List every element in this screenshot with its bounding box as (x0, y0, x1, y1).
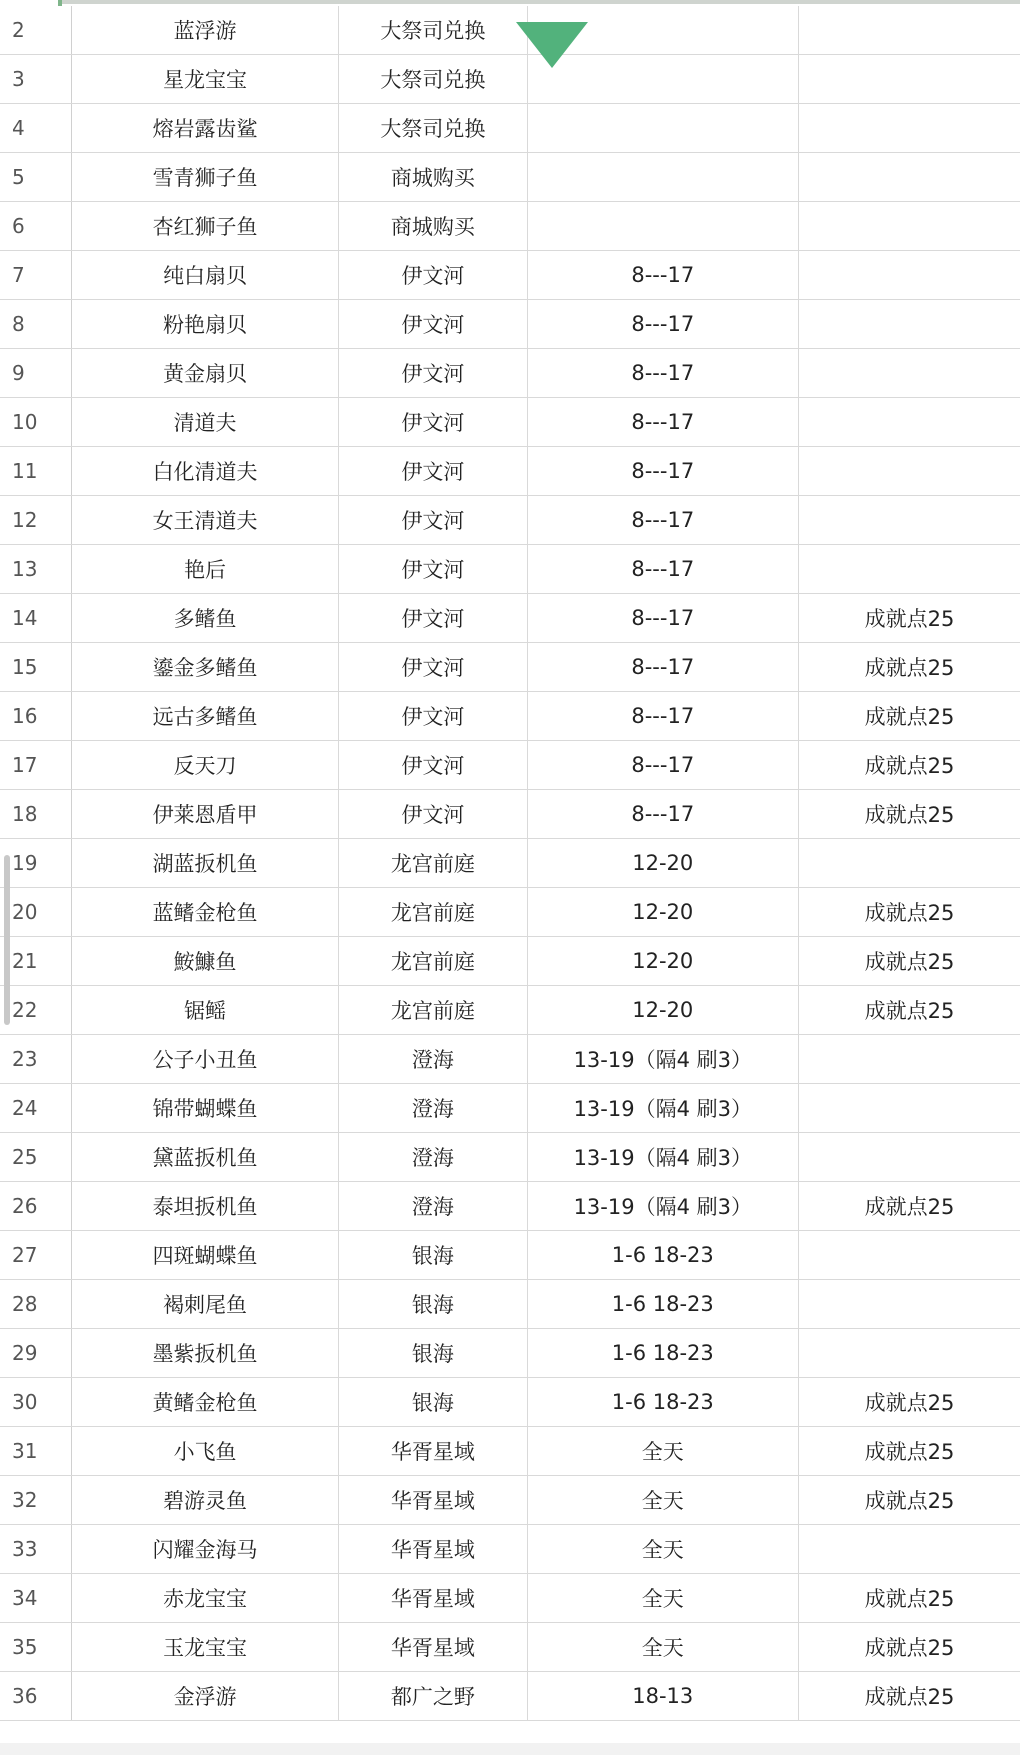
cell-location[interactable]: 澄海 (339, 1182, 528, 1231)
cell-fish-name[interactable]: 鎏金多鳍鱼 (71, 643, 338, 692)
cell-fish-name[interactable]: 金浮游 (71, 1672, 338, 1721)
cell-fish-name[interactable]: 蓝浮游 (71, 6, 338, 55)
cell-time[interactable]: 全天 (527, 1525, 798, 1574)
row-number[interactable]: 3 (0, 55, 71, 104)
table-row (0, 986, 1020, 1035)
cell-location[interactable]: 伊文河 (339, 447, 528, 496)
cell-location[interactable]: 银海 (339, 1329, 528, 1378)
cell-location[interactable]: 龙宫前庭 (339, 839, 528, 888)
cell-time[interactable]: 8---17 (527, 643, 798, 692)
cell-location[interactable]: 伊文河 (339, 300, 528, 349)
cell-note[interactable] (798, 300, 1020, 349)
table-row (0, 300, 1020, 349)
cell-time[interactable]: 8---17 (527, 594, 798, 643)
table-row (0, 888, 1020, 937)
header-divider (60, 0, 1020, 4)
cell-time[interactable]: 8---17 (527, 251, 798, 300)
cell-note[interactable]: 成就点25 (798, 986, 1020, 1035)
table-row (0, 1476, 1020, 1525)
cell-note[interactable]: 成就点25 (798, 1672, 1020, 1721)
cell-location[interactable]: 伊文河 (339, 692, 528, 741)
cell-time[interactable]: 13-19（隔4 刷3） (527, 1133, 798, 1182)
cell-location[interactable]: 澄海 (339, 1084, 528, 1133)
row-number[interactable]: 26 (0, 1182, 71, 1231)
cell-location[interactable]: 伊文河 (339, 545, 528, 594)
table-row (0, 104, 1020, 153)
cell-fish-name[interactable]: 锯鳐 (71, 986, 338, 1035)
row-number[interactable]: 31 (0, 1427, 71, 1476)
row-number[interactable]: 16 (0, 692, 71, 741)
cell-time[interactable]: 13-19（隔4 刷3） (527, 1182, 798, 1231)
cell-time[interactable]: 1-6 18-23 (527, 1329, 798, 1378)
row-number[interactable]: 7 (0, 251, 71, 300)
cell-location[interactable]: 大祭司兑换 (339, 104, 528, 153)
cell-note[interactable]: 成就点25 (798, 692, 1020, 741)
cell-location[interactable]: 大祭司兑换 (339, 55, 528, 104)
cell-fish-name[interactable]: 杏红狮子鱼 (71, 202, 338, 251)
cell-time[interactable]: 12-20 (527, 888, 798, 937)
cell-note[interactable]: 成就点25 (798, 937, 1020, 986)
table-row (0, 1672, 1020, 1721)
row-number[interactable]: 19 (0, 839, 71, 888)
cell-time[interactable]: 1-6 18-23 (527, 1378, 798, 1427)
table-row (0, 1084, 1020, 1133)
table-row (0, 55, 1020, 104)
cell-time[interactable]: 8---17 (527, 741, 798, 790)
cell-time[interactable]: 8---17 (527, 496, 798, 545)
cell-time[interactable]: 全天 (527, 1427, 798, 1476)
cell-fish-name[interactable]: 星龙宝宝 (71, 55, 338, 104)
fish-table (0, 6, 1020, 1721)
cell-time[interactable]: 1-6 18-23 (527, 1280, 798, 1329)
cell-location[interactable]: 商城购买 (339, 153, 528, 202)
cell-note[interactable] (798, 545, 1020, 594)
cell-note[interactable] (798, 55, 1020, 104)
table-row (0, 1231, 1020, 1280)
cell-fish-name[interactable]: 黄金扇贝 (71, 349, 338, 398)
cell-note[interactable] (798, 1231, 1020, 1280)
cell-time[interactable]: 12-20 (527, 986, 798, 1035)
cell-time[interactable] (527, 104, 798, 153)
cell-note[interactable] (798, 1084, 1020, 1133)
cell-location[interactable]: 伊文河 (339, 349, 528, 398)
table-row (0, 6, 1020, 55)
cell-location[interactable]: 都广之野 (339, 1672, 528, 1721)
cell-note[interactable] (798, 398, 1020, 447)
cell-time[interactable]: 全天 (527, 1574, 798, 1623)
cell-fish-name[interactable]: 艳后 (71, 545, 338, 594)
table-row (0, 1182, 1020, 1231)
cell-time[interactable]: 13-19（隔4 刷3） (527, 1084, 798, 1133)
cell-time[interactable]: 8---17 (527, 692, 798, 741)
cell-location[interactable]: 伊文河 (339, 496, 528, 545)
cell-time[interactable] (527, 202, 798, 251)
row-number[interactable]: 21 (0, 937, 71, 986)
cell-note[interactable]: 成就点25 (798, 1378, 1020, 1427)
cell-note[interactable]: 成就点25 (798, 790, 1020, 839)
row-number[interactable]: 24 (0, 1084, 71, 1133)
cell-location[interactable]: 伊文河 (339, 594, 528, 643)
cell-fish-name[interactable]: 白化清道夫 (71, 447, 338, 496)
cell-fish-name[interactable]: 四斑蝴蝶鱼 (71, 1231, 338, 1280)
cell-time[interactable]: 全天 (527, 1623, 798, 1672)
cell-location[interactable]: 银海 (339, 1378, 528, 1427)
cell-fish-name[interactable]: 女王清道夫 (71, 496, 338, 545)
cell-note[interactable]: 成就点25 (798, 594, 1020, 643)
row-number[interactable]: 33 (0, 1525, 71, 1574)
cell-time[interactable]: 8---17 (527, 545, 798, 594)
row-number[interactable]: 18 (0, 790, 71, 839)
table-row (0, 496, 1020, 545)
table-row (0, 447, 1020, 496)
cell-location[interactable]: 华胥星域 (339, 1427, 528, 1476)
cell-note[interactable]: 成就点25 (798, 1427, 1020, 1476)
cell-location[interactable]: 澄海 (339, 1133, 528, 1182)
row-number[interactable]: 9 (0, 349, 71, 398)
cell-time[interactable]: 8---17 (527, 398, 798, 447)
table-row (0, 937, 1020, 986)
cell-note[interactable]: 成就点25 (798, 1182, 1020, 1231)
cell-note[interactable] (798, 153, 1020, 202)
cell-note[interactable] (798, 839, 1020, 888)
table-row (0, 1329, 1020, 1378)
cell-note[interactable] (798, 104, 1020, 153)
cell-fish-name[interactable]: 褐刺尾鱼 (71, 1280, 338, 1329)
cell-note[interactable] (798, 1133, 1020, 1182)
row-number[interactable]: 8 (0, 300, 71, 349)
cell-location[interactable]: 伊文河 (339, 790, 528, 839)
row-number[interactable]: 27 (0, 1231, 71, 1280)
cell-fish-name[interactable]: 多鳍鱼 (71, 594, 338, 643)
cell-fish-name[interactable]: 鮟鱇鱼 (71, 937, 338, 986)
cell-note[interactable]: 成就点25 (798, 888, 1020, 937)
cell-time[interactable]: 8---17 (527, 447, 798, 496)
cell-fish-name[interactable]: 清道夫 (71, 398, 338, 447)
table-row (0, 594, 1020, 643)
table-row (0, 741, 1020, 790)
row-number[interactable]: 29 (0, 1329, 71, 1378)
row-number[interactable]: 23 (0, 1035, 71, 1084)
cell-location[interactable]: 伊文河 (339, 643, 528, 692)
table-row (0, 1574, 1020, 1623)
cell-fish-name[interactable]: 粉艳扇贝 (71, 300, 338, 349)
row-number[interactable]: 4 (0, 104, 71, 153)
table-row (0, 202, 1020, 251)
row-number[interactable]: 2 (0, 6, 71, 55)
cell-location[interactable]: 伊文河 (339, 741, 528, 790)
row-number[interactable]: 5 (0, 153, 71, 202)
cell-time[interactable] (527, 153, 798, 202)
row-number[interactable]: 14 (0, 594, 71, 643)
row-number[interactable]: 10 (0, 398, 71, 447)
cell-location[interactable]: 华胥星域 (339, 1476, 528, 1525)
row-number[interactable]: 20 (0, 888, 71, 937)
cell-note[interactable] (798, 1035, 1020, 1084)
row-number[interactable]: 34 (0, 1574, 71, 1623)
table-row (0, 1378, 1020, 1427)
cell-note[interactable]: 成就点25 (798, 1574, 1020, 1623)
table-row (0, 1623, 1020, 1672)
cell-location[interactable]: 伊文河 (339, 251, 528, 300)
cell-note[interactable]: 成就点25 (798, 643, 1020, 692)
table-row (0, 692, 1020, 741)
table-row (0, 1035, 1020, 1084)
row-number[interactable]: 13 (0, 545, 71, 594)
table-row (0, 349, 1020, 398)
cell-location[interactable]: 华胥星域 (339, 1623, 528, 1672)
cell-location[interactable]: 银海 (339, 1231, 528, 1280)
table-row (0, 251, 1020, 300)
row-number[interactable]: 6 (0, 202, 71, 251)
cell-fish-name[interactable]: 墨紫扳机鱼 (71, 1329, 338, 1378)
cell-fish-name[interactable]: 远古多鳍鱼 (71, 692, 338, 741)
cell-location[interactable]: 龙宫前庭 (339, 888, 528, 937)
cell-fish-name[interactable]: 反天刀 (71, 741, 338, 790)
cell-time[interactable]: 1-6 18-23 (527, 1231, 798, 1280)
row-number[interactable]: 35 (0, 1623, 71, 1672)
table-row (0, 1133, 1020, 1182)
cell-fish-name[interactable]: 玉龙宝宝 (71, 1623, 338, 1672)
cell-fish-name[interactable]: 纯白扇贝 (71, 251, 338, 300)
table-row (0, 1525, 1020, 1574)
cell-fish-name[interactable]: 黄鳍金枪鱼 (71, 1378, 338, 1427)
cell-time[interactable]: 12-20 (527, 937, 798, 986)
cell-fish-name[interactable]: 泰坦扳机鱼 (71, 1182, 338, 1231)
row-number[interactable]: 25 (0, 1133, 71, 1182)
cell-fish-name[interactable]: 蓝鳍金枪鱼 (71, 888, 338, 937)
cell-note[interactable]: 成就点25 (798, 1623, 1020, 1672)
cell-note[interactable] (798, 1525, 1020, 1574)
cell-fish-name[interactable]: 赤龙宝宝 (71, 1574, 338, 1623)
table-row (0, 643, 1020, 692)
cell-fish-name[interactable]: 湖蓝扳机鱼 (71, 839, 338, 888)
cell-fish-name[interactable]: 小飞鱼 (71, 1427, 338, 1476)
cell-note[interactable] (798, 349, 1020, 398)
table-row (0, 790, 1020, 839)
triangle-down-icon[interactable] (516, 22, 588, 68)
row-number[interactable]: 28 (0, 1280, 71, 1329)
cell-note[interactable] (798, 6, 1020, 55)
cell-note[interactable] (798, 251, 1020, 300)
row-number[interactable]: 15 (0, 643, 71, 692)
cell-note[interactable] (798, 1280, 1020, 1329)
row-number[interactable]: 32 (0, 1476, 71, 1525)
cell-time[interactable]: 13-19（隔4 刷3） (527, 1035, 798, 1084)
cell-location[interactable]: 澄海 (339, 1035, 528, 1084)
cell-fish-name[interactable]: 碧游灵鱼 (71, 1476, 338, 1525)
cell-note[interactable] (798, 447, 1020, 496)
cell-time[interactable]: 8---17 (527, 790, 798, 839)
table-row (0, 1280, 1020, 1329)
cell-fish-name[interactable]: 锦带蝴蝶鱼 (71, 1084, 338, 1133)
row-number[interactable]: 22 (0, 986, 71, 1035)
table-row (0, 153, 1020, 202)
cell-location[interactable]: 龙宫前庭 (339, 986, 528, 1035)
cell-time[interactable]: 全天 (527, 1476, 798, 1525)
cell-time[interactable]: 8---17 (527, 349, 798, 398)
cell-location[interactable]: 龙宫前庭 (339, 937, 528, 986)
cell-note[interactable] (798, 1329, 1020, 1378)
cell-time[interactable]: 8---17 (527, 300, 798, 349)
vertical-scrollbar[interactable] (4, 855, 10, 1025)
cell-fish-name[interactable]: 雪青狮子鱼 (71, 153, 338, 202)
row-number[interactable]: 30 (0, 1378, 71, 1427)
cell-fish-name[interactable]: 熔岩露齿鲨 (71, 104, 338, 153)
cell-time[interactable]: 12-20 (527, 839, 798, 888)
cell-fish-name[interactable]: 公子小丑鱼 (71, 1035, 338, 1084)
cell-note[interactable] (798, 202, 1020, 251)
cell-fish-name[interactable]: 闪耀金海马 (71, 1525, 338, 1574)
table-row (0, 545, 1020, 594)
row-number[interactable]: 11 (0, 447, 71, 496)
cell-location[interactable]: 大祭司兑换 (339, 6, 528, 55)
cell-location[interactable]: 华胥星域 (339, 1525, 528, 1574)
bottom-edge (0, 1743, 1020, 1755)
cell-location[interactable]: 银海 (339, 1280, 528, 1329)
cell-note[interactable] (798, 496, 1020, 545)
row-number[interactable]: 17 (0, 741, 71, 790)
row-number[interactable]: 12 (0, 496, 71, 545)
cell-location[interactable]: 商城购买 (339, 202, 528, 251)
table-row (0, 398, 1020, 447)
table-row (0, 1427, 1020, 1476)
cell-location[interactable]: 华胥星域 (339, 1574, 528, 1623)
cell-note[interactable]: 成就点25 (798, 741, 1020, 790)
cell-note[interactable]: 成就点25 (798, 1476, 1020, 1525)
cell-time[interactable]: 18-13 (527, 1672, 798, 1721)
table-row (0, 839, 1020, 888)
cell-fish-name[interactable]: 伊莱恩盾甲 (71, 790, 338, 839)
cell-fish-name[interactable]: 黛蓝扳机鱼 (71, 1133, 338, 1182)
row-number[interactable]: 36 (0, 1672, 71, 1721)
cell-location[interactable]: 伊文河 (339, 398, 528, 447)
